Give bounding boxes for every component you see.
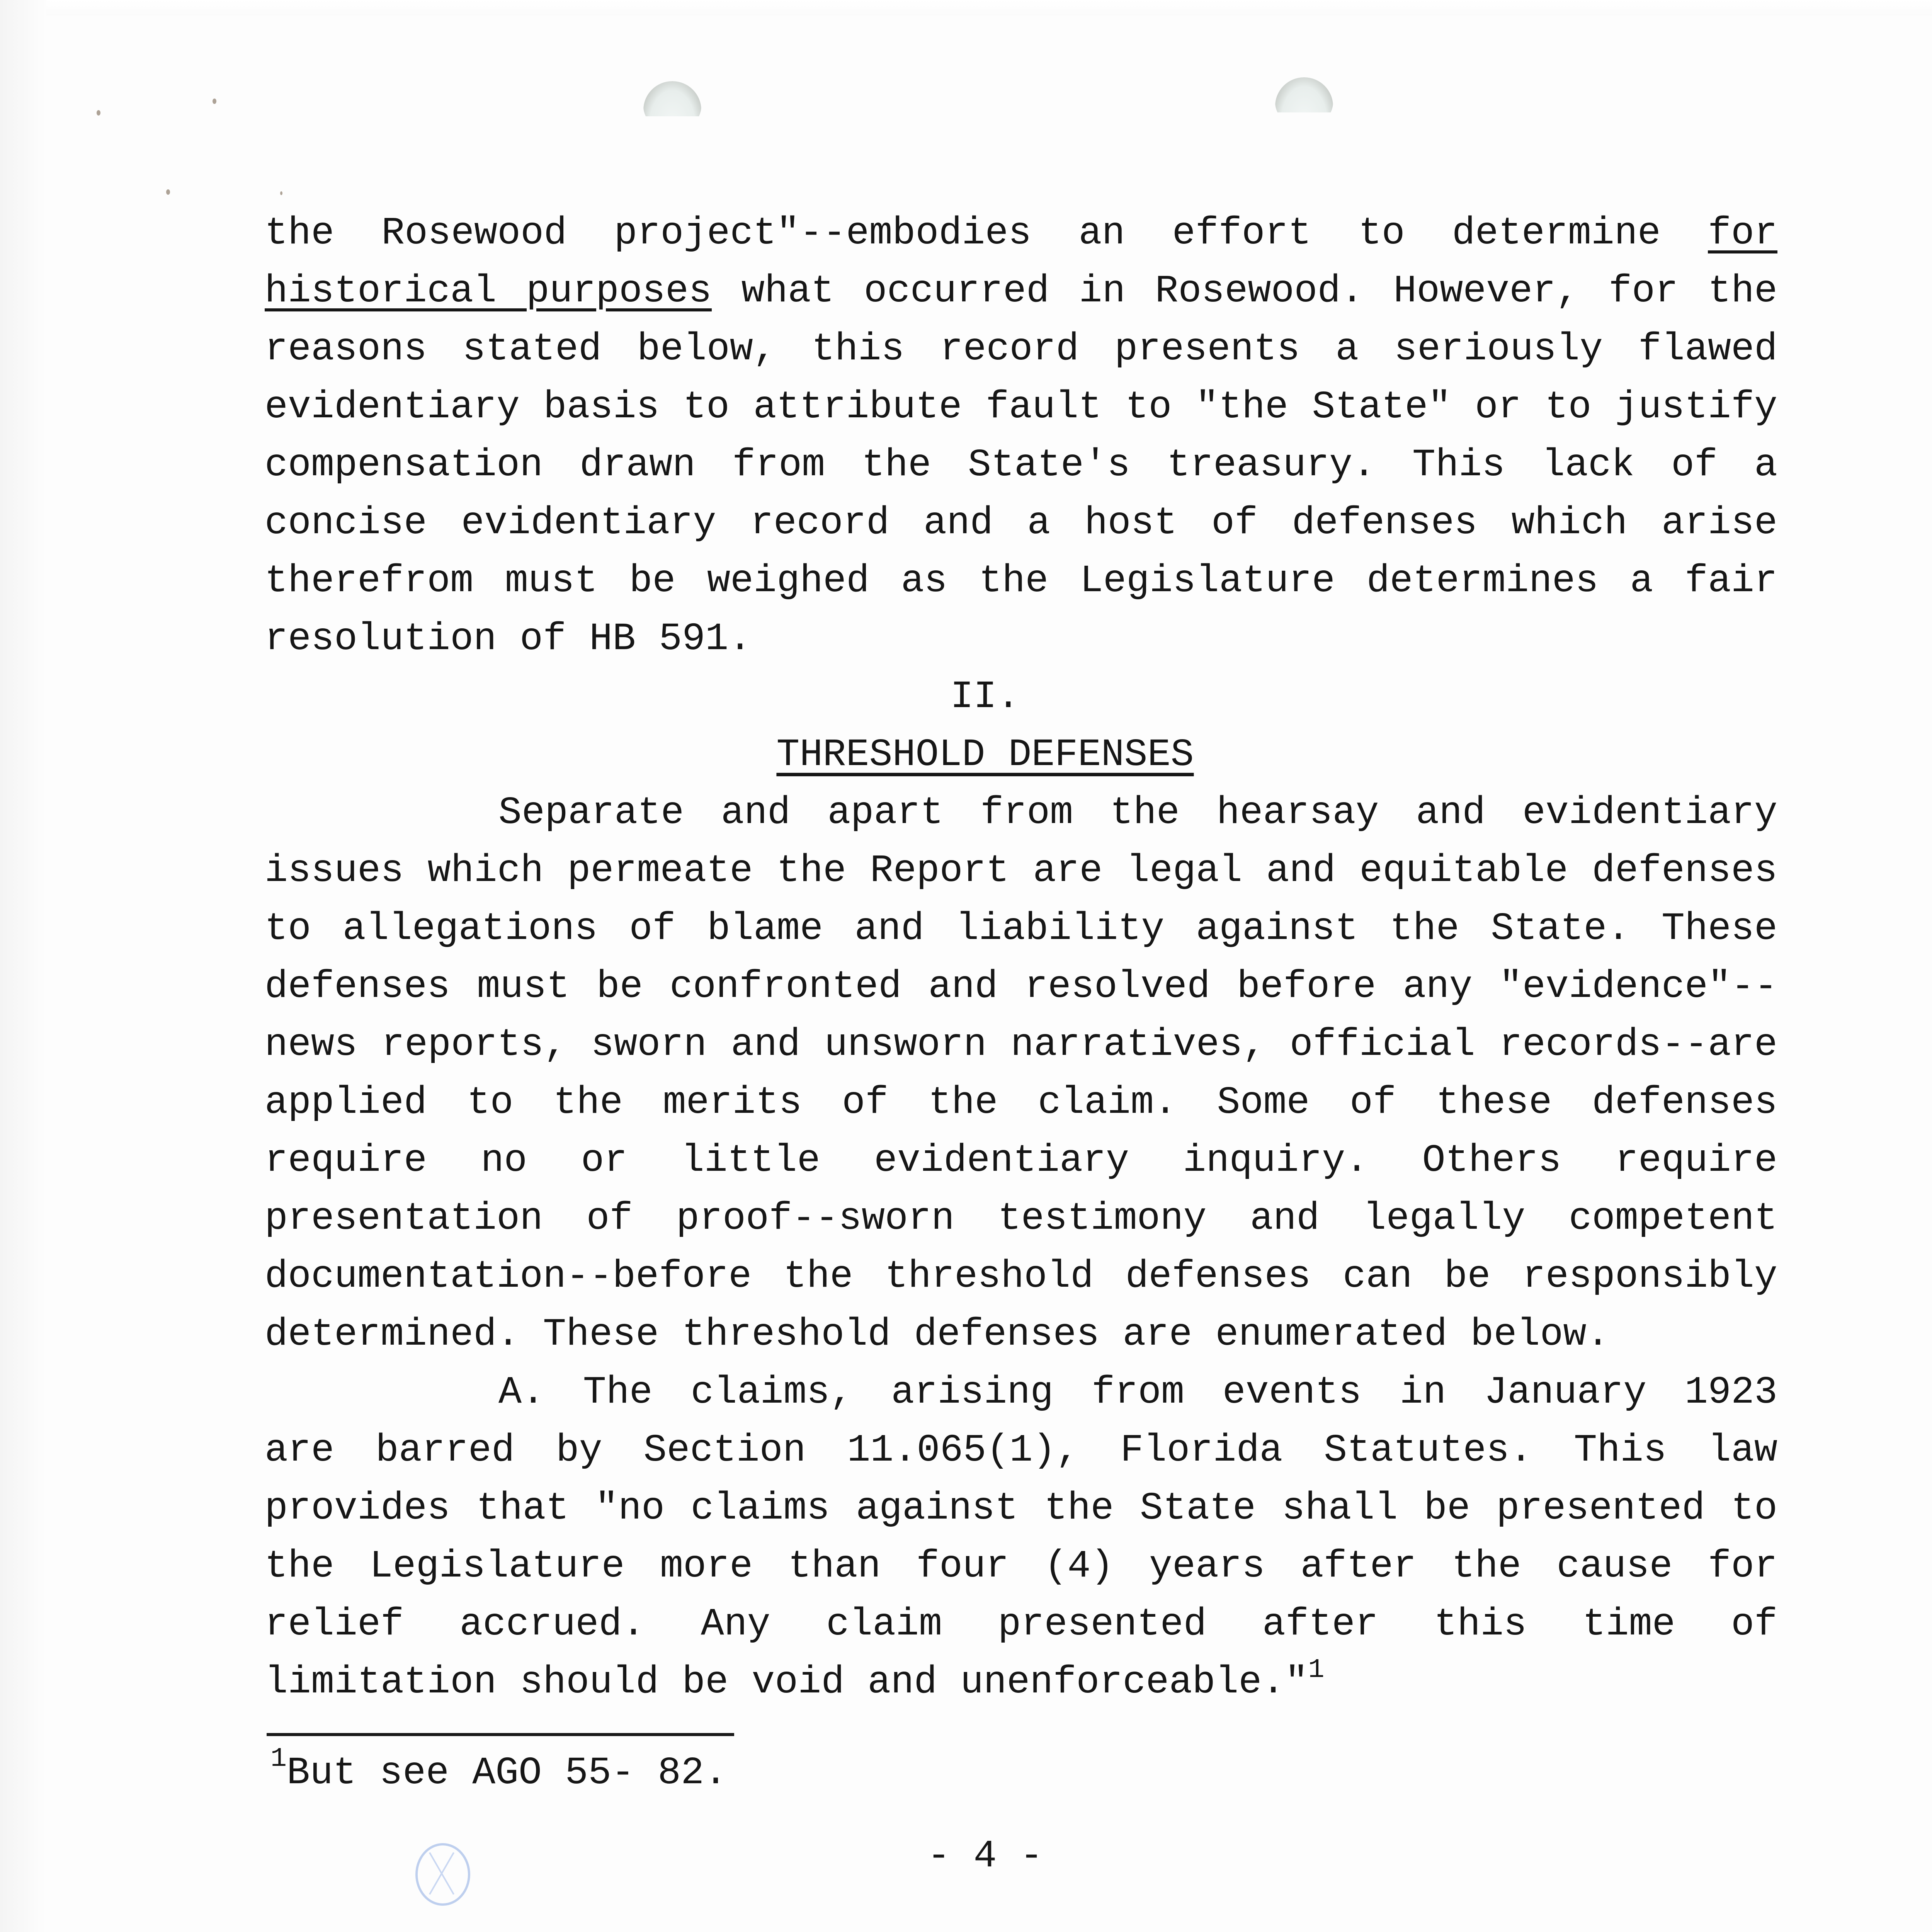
footnote-marker: 1 — [270, 1744, 287, 1774]
text-line: resolution of HB 591. — [265, 617, 752, 661]
text-line: news reports, sworn and unsworn narratives, official records--are — [265, 1023, 1777, 1067]
text-line: relief accrued. Any claim presented after this time of — [265, 1603, 1777, 1646]
text-line: limitation should be void and unenforceable."$^1$ — [265, 1655, 1325, 1704]
text-line: the Legislature more than four (4) years after the cause for — [265, 1545, 1777, 1588]
page-top-edge — [0, 0, 1932, 15]
text-line: therefrom must be weighed as the Legislature determines a fair — [265, 560, 1777, 603]
footnote-divider — [267, 1733, 734, 1736]
page-number: - 4 - — [927, 1835, 1043, 1878]
text-line: defenses must be confronted and resolved before any "evidence"-- — [265, 965, 1777, 1009]
text-line: A. The claims, arising from events in January 1923 — [498, 1371, 1777, 1415]
text-line: are barred by Section 11.065(1), Florida Statutes. This law — [265, 1429, 1777, 1473]
text-line: applied to the merits of the claim. Some of these defenses — [265, 1081, 1777, 1125]
footnote-text: But see AGO 55- 82. — [287, 1752, 728, 1795]
text-line: to allegations of blame and liability against the State. These — [265, 907, 1777, 951]
footnote-reference[interactable]: 1 — [1308, 1655, 1325, 1685]
text-line: compensation drawn from the State's treasury. This lack of a — [265, 444, 1777, 487]
text-line: concise evidentiary record and a host of defenses which arise — [265, 502, 1777, 545]
text-line: documentation--before the threshold defenses can be responsibly — [265, 1255, 1777, 1299]
text-line: provides that "no claims against the State shall be presented to — [265, 1487, 1777, 1531]
scan-speck — [280, 191, 282, 195]
text-line: evidentiary basis to attribute fault to "the State" or to justify — [265, 386, 1777, 429]
section-heading-text: THRESHOLD DEFENSES — [776, 733, 1194, 777]
text-line: presentation of proof--sworn testimony and legally competent — [265, 1197, 1777, 1241]
text-line: reasons stated below, this record presents a seriously flawed — [265, 328, 1777, 371]
punch-hole-right — [1275, 77, 1333, 128]
text-line: Separate and apart from the hearsay and evidentiary — [498, 791, 1777, 835]
text-line: the Rosewood project"--embodies an effort to determine for — [265, 212, 1777, 255]
text-line: require no or little evidentiary inquiry. Others require — [265, 1139, 1777, 1183]
underlined-text: historical purposes — [265, 270, 712, 313]
scan-speck — [213, 99, 216, 104]
section-heading — [0, 730, 1932, 781]
scan-speck — [97, 110, 100, 116]
section-number: II. — [950, 675, 1020, 719]
text-line: determined. These threshold defenses are enumerated below. — [265, 1313, 1610, 1357]
punch-hole-left — [643, 81, 701, 131]
scan-speck — [166, 189, 170, 195]
text-line: historical purposes what occurred in Rosewood. However, for the — [265, 270, 1777, 313]
text-line: issues which permeate the Report are legal and equitable defenses — [265, 849, 1777, 893]
footnote — [270, 1744, 728, 1799]
underlined-text: for — [1708, 212, 1777, 255]
page-left-shadow — [0, 0, 46, 1932]
